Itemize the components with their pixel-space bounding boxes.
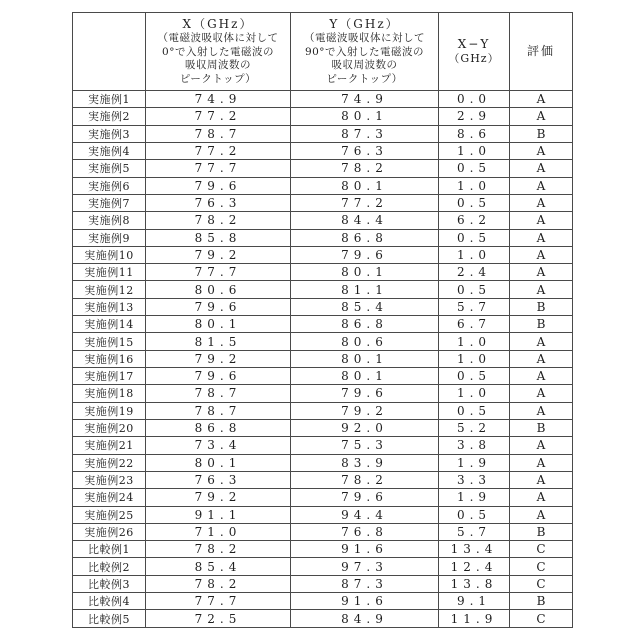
y-value-cell: 84.4 <box>291 212 439 229</box>
x-value-cell: 78.2 <box>146 212 291 229</box>
diff-value-cell: 13.8 <box>439 575 510 592</box>
x-value-cell: 79.6 <box>146 298 291 315</box>
eval-cell: B <box>510 125 573 142</box>
x-value-cell: 79.2 <box>146 350 291 367</box>
eval-cell: A <box>510 368 573 385</box>
table-row <box>73 142 573 159</box>
eval-cell: A <box>510 437 573 454</box>
x-value-cell: 85.8 <box>146 229 291 246</box>
eval-cell: A <box>510 246 573 263</box>
header-x-column <box>146 13 291 91</box>
table-row <box>73 194 573 211</box>
row-label-cell: 実施例4 <box>73 142 146 159</box>
diff-value-cell: 6.7 <box>439 316 510 333</box>
eval-cell: A <box>510 194 573 211</box>
table-row <box>73 593 573 610</box>
table-row <box>73 402 573 419</box>
y-value-cell: 80.1 <box>291 108 439 125</box>
eval-cell: B <box>510 298 573 315</box>
row-label-cell: 実施例25 <box>73 506 146 523</box>
row-label-cell: 比較例5 <box>73 610 146 628</box>
y-value-cell: 87.3 <box>291 125 439 142</box>
eval-cell: B <box>510 523 573 540</box>
diff-value-cell: 0.5 <box>439 160 510 177</box>
results-table <box>72 12 573 628</box>
diff-value-cell: 0.5 <box>439 368 510 385</box>
x-value-cell: 80.1 <box>146 454 291 471</box>
eval-cell: A <box>510 471 573 488</box>
eval-cell: A <box>510 229 573 246</box>
table-row <box>73 419 573 436</box>
table-row <box>73 454 573 471</box>
eval-cell: A <box>510 108 573 125</box>
diff-value-cell: 9.1 <box>439 593 510 610</box>
y-column-desc-line-3: 吸収周波数の <box>331 59 398 71</box>
table-row <box>73 385 573 402</box>
row-label-cell: 実施例23 <box>73 471 146 488</box>
y-column-desc-line-2: 90°で入射した電磁波の <box>304 45 425 58</box>
diff-value-cell: 0.5 <box>439 194 510 211</box>
y-value-cell: 80.1 <box>291 368 439 385</box>
y-value-cell: 79.2 <box>291 402 439 419</box>
x-value-cell: 79.2 <box>146 246 291 263</box>
y-value-cell: 79.6 <box>291 246 439 263</box>
row-label-cell: 比較例2 <box>73 558 146 575</box>
diff-value-cell: 1.0 <box>439 385 510 402</box>
row-label-cell: 実施例15 <box>73 333 146 350</box>
table-row <box>73 610 573 628</box>
row-label-cell: 実施例10 <box>73 246 146 263</box>
y-value-cell: 84.9 <box>291 610 439 628</box>
row-label-cell: 実施例16 <box>73 350 146 367</box>
x-value-cell: 77.7 <box>146 593 291 610</box>
y-value-cell: 86.8 <box>291 316 439 333</box>
eval-cell: A <box>510 264 573 281</box>
x-value-cell: 81.5 <box>146 333 291 350</box>
x-value-cell: 85.4 <box>146 558 291 575</box>
row-label-cell: 実施例11 <box>73 264 146 281</box>
table-row <box>73 125 573 142</box>
y-value-cell: 80.1 <box>291 350 439 367</box>
x-value-cell: 78.7 <box>146 385 291 402</box>
table-body <box>73 91 573 628</box>
table-row <box>73 246 573 263</box>
diff-value-cell: 5.2 <box>439 419 510 436</box>
table-row <box>73 91 573 108</box>
table-row <box>73 471 573 488</box>
eval-cell: A <box>510 91 573 108</box>
eval-cell: A <box>510 402 573 419</box>
x-value-cell: 77.7 <box>146 264 291 281</box>
table-row <box>73 575 573 592</box>
header-row <box>73 13 573 91</box>
row-label-cell: 実施例13 <box>73 298 146 315</box>
row-label-cell: 比較例4 <box>73 593 146 610</box>
eval-cell: A <box>510 333 573 350</box>
row-label-cell: 実施例3 <box>73 125 146 142</box>
y-value-cell: 83.9 <box>291 454 439 471</box>
row-label-cell: 比較例3 <box>73 575 146 592</box>
diff-value-cell: 1.0 <box>439 177 510 194</box>
table-row <box>73 316 573 333</box>
y-value-cell: 74.9 <box>291 91 439 108</box>
y-value-cell: 78.2 <box>291 471 439 488</box>
diff-value-cell: 6.2 <box>439 212 510 229</box>
row-label-cell: 比較例1 <box>73 541 146 558</box>
eval-cell: C <box>510 610 573 628</box>
table-row <box>73 281 573 298</box>
eval-cell: A <box>510 281 573 298</box>
diff-column-subtitle: （GHz） <box>448 52 500 65</box>
eval-cell: C <box>510 558 573 575</box>
diff-value-cell: 5.7 <box>439 523 510 540</box>
row-label-cell: 実施例5 <box>73 160 146 177</box>
y-value-cell: 85.4 <box>291 298 439 315</box>
eval-cell: A <box>510 489 573 506</box>
eval-cell: A <box>510 160 573 177</box>
diff-value-cell: 0.5 <box>439 402 510 419</box>
y-value-cell: 79.6 <box>291 385 439 402</box>
row-label-cell: 実施例24 <box>73 489 146 506</box>
eval-cell: A <box>510 454 573 471</box>
x-value-cell: 72.5 <box>146 610 291 628</box>
table-row <box>73 108 573 125</box>
diff-value-cell: 11.9 <box>439 610 510 628</box>
diff-value-cell: 0.5 <box>439 506 510 523</box>
row-label-cell: 実施例6 <box>73 177 146 194</box>
row-label-cell: 実施例14 <box>73 316 146 333</box>
diff-value-cell: 2.9 <box>439 108 510 125</box>
y-column-desc-line-4: ピークトップ） <box>326 72 403 85</box>
x-value-cell: 74.9 <box>146 91 291 108</box>
x-value-cell: 78.2 <box>146 575 291 592</box>
y-value-cell: 87.3 <box>291 575 439 592</box>
row-label-cell: 実施例9 <box>73 229 146 246</box>
diff-value-cell: 0.0 <box>439 91 510 108</box>
y-value-cell: 76.8 <box>291 523 439 540</box>
diff-value-cell: 1.0 <box>439 142 510 159</box>
y-value-cell: 94.4 <box>291 506 439 523</box>
table-row <box>73 264 573 281</box>
x-column-desc-line-1: （電磁波吸収体に対して <box>157 32 279 44</box>
diff-value-cell: 1.0 <box>439 246 510 263</box>
y-value-cell: 80.1 <box>291 264 439 281</box>
x-value-cell: 78.7 <box>146 125 291 142</box>
table-row <box>73 229 573 246</box>
diff-value-cell: 3.8 <box>439 437 510 454</box>
header-diff-column <box>439 13 510 91</box>
x-value-cell: 79.6 <box>146 368 291 385</box>
x-value-cell: 91.1 <box>146 506 291 523</box>
eval-cell: A <box>510 177 573 194</box>
x-value-cell: 76.3 <box>146 194 291 211</box>
y-value-cell: 80.1 <box>291 177 439 194</box>
diff-value-cell: 0.5 <box>439 229 510 246</box>
diff-value-cell: 12.4 <box>439 558 510 575</box>
table-row <box>73 489 573 506</box>
table-row <box>73 212 573 229</box>
diff-value-cell: 8.6 <box>439 125 510 142</box>
y-value-cell: 79.6 <box>291 489 439 506</box>
eval-column-title: 評価 <box>526 44 555 58</box>
eval-cell: A <box>510 212 573 229</box>
x-column-desc-line-4: ピークトップ） <box>179 72 257 85</box>
x-value-cell: 79.2 <box>146 489 291 506</box>
x-value-cell: 79.6 <box>146 177 291 194</box>
row-label-cell: 実施例22 <box>73 454 146 471</box>
diff-value-cell: 1.9 <box>439 454 510 471</box>
x-value-cell: 80.1 <box>146 316 291 333</box>
diff-value-cell: 0.5 <box>439 281 510 298</box>
table-row <box>73 177 573 194</box>
row-label-cell: 実施例8 <box>73 212 146 229</box>
eval-cell: A <box>510 506 573 523</box>
x-value-cell: 78.7 <box>146 402 291 419</box>
table-row <box>73 437 573 454</box>
header-corner-cell <box>73 13 146 91</box>
table-row <box>73 541 573 558</box>
y-value-cell: 76.3 <box>291 142 439 159</box>
diff-value-cell: 3.3 <box>439 471 510 488</box>
row-label-cell: 実施例18 <box>73 385 146 402</box>
row-label-cell: 実施例12 <box>73 281 146 298</box>
eval-cell: A <box>510 142 573 159</box>
x-value-cell: 78.2 <box>146 541 291 558</box>
x-value-cell: 86.8 <box>146 419 291 436</box>
table-row <box>73 523 573 540</box>
x-column-desc-line-3: 吸収周波数の <box>185 59 251 71</box>
x-column-title: X（GHz） <box>182 17 254 31</box>
header-eval-column <box>510 13 573 91</box>
diff-column-title: X−Y <box>457 37 491 51</box>
x-value-cell: 76.3 <box>146 471 291 488</box>
row-label-cell: 実施例26 <box>73 523 146 540</box>
y-value-cell: 92.0 <box>291 419 439 436</box>
y-value-cell: 86.8 <box>291 229 439 246</box>
table-row <box>73 350 573 367</box>
eval-cell: B <box>510 593 573 610</box>
eval-cell: B <box>510 419 573 436</box>
diff-value-cell: 5.7 <box>439 298 510 315</box>
row-label-cell: 実施例1 <box>73 91 146 108</box>
header-y-column <box>291 13 439 91</box>
x-value-cell: 77.7 <box>146 160 291 177</box>
row-label-cell: 実施例19 <box>73 402 146 419</box>
row-label-cell: 実施例2 <box>73 108 146 125</box>
row-label-cell: 実施例20 <box>73 419 146 436</box>
y-column-desc-line-1: （電磁波吸収体に対して <box>304 32 425 44</box>
y-value-cell: 78.2 <box>291 160 439 177</box>
y-value-cell: 80.6 <box>291 333 439 350</box>
eval-cell: A <box>510 350 573 367</box>
x-column-desc-line-2: 0°で入射した電磁波の <box>162 45 274 58</box>
table-row <box>73 160 573 177</box>
x-value-cell: 77.2 <box>146 108 291 125</box>
y-value-cell: 91.6 <box>291 593 439 610</box>
y-column-title: Y（GHz） <box>329 17 400 31</box>
diff-value-cell: 13.4 <box>439 541 510 558</box>
table-row <box>73 506 573 523</box>
y-value-cell: 91.6 <box>291 541 439 558</box>
y-value-cell: 97.3 <box>291 558 439 575</box>
row-label-cell: 実施例7 <box>73 194 146 211</box>
x-value-cell: 80.6 <box>146 281 291 298</box>
diff-value-cell: 1.0 <box>439 333 510 350</box>
row-label-cell: 実施例21 <box>73 437 146 454</box>
y-value-cell: 81.1 <box>291 281 439 298</box>
eval-cell: C <box>510 541 573 558</box>
table-row <box>73 298 573 315</box>
x-value-cell: 71.0 <box>146 523 291 540</box>
diff-value-cell: 2.4 <box>439 264 510 281</box>
row-label-cell: 実施例17 <box>73 368 146 385</box>
diff-value-cell: 1.9 <box>439 489 510 506</box>
y-value-cell: 77.2 <box>291 194 439 211</box>
x-value-cell: 77.2 <box>146 142 291 159</box>
y-value-cell: 75.3 <box>291 437 439 454</box>
table-row <box>73 333 573 350</box>
eval-cell: B <box>510 316 573 333</box>
x-value-cell: 73.4 <box>146 437 291 454</box>
eval-cell: A <box>510 385 573 402</box>
diff-value-cell: 1.0 <box>439 350 510 367</box>
eval-cell: C <box>510 575 573 592</box>
table-row <box>73 368 573 385</box>
table-row <box>73 558 573 575</box>
